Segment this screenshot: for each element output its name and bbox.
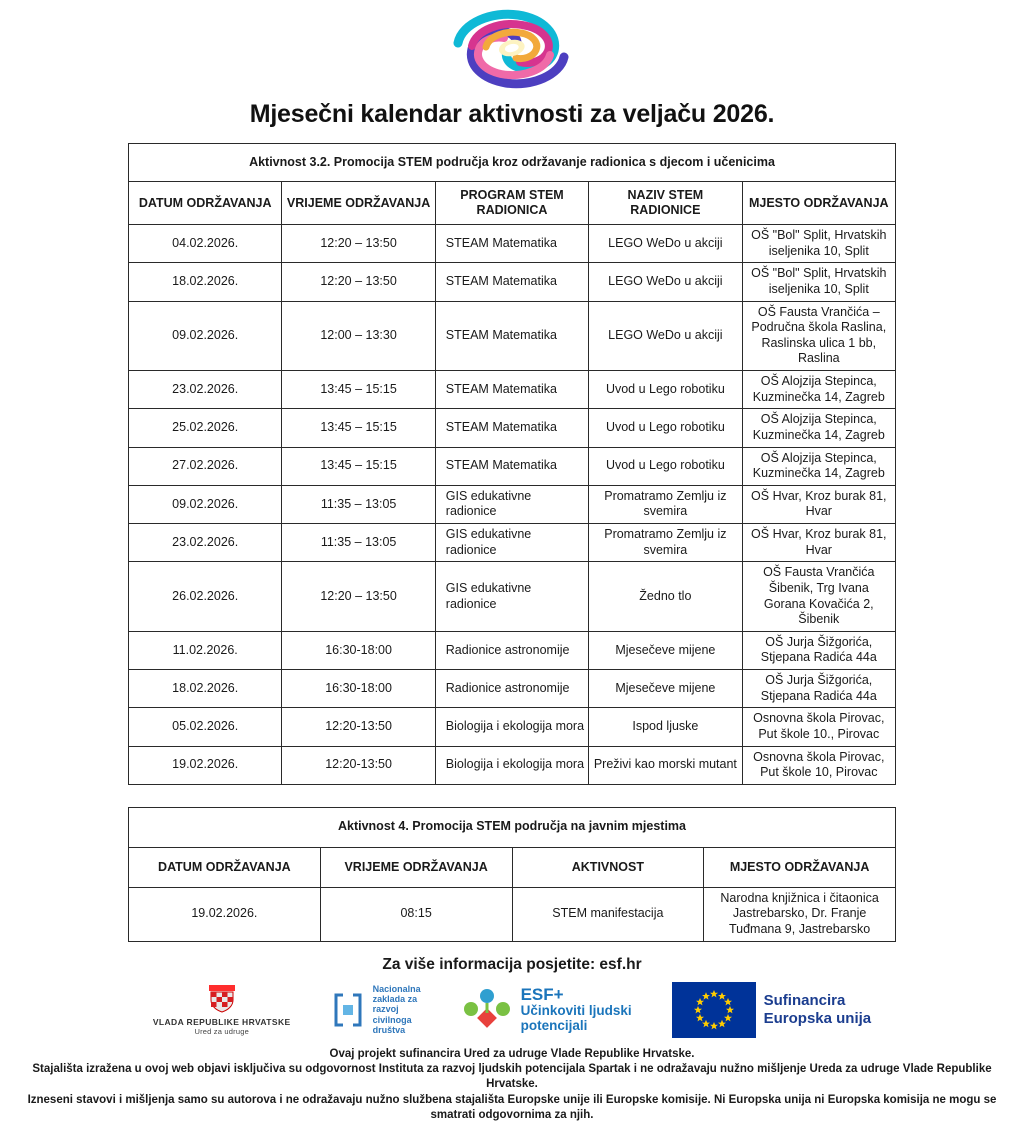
- table1-header-program: PROGRAM STEM RADIONICA: [435, 182, 588, 225]
- cell-time: 12:20 – 13:50: [282, 263, 435, 301]
- cell-program: STEAM Matematika: [435, 409, 588, 447]
- cell-program: GIS edukativne radionice: [435, 562, 588, 632]
- cell-date: 23.02.2026.: [129, 524, 282, 562]
- cell-program: GIS edukativne radionice: [435, 485, 588, 523]
- table1-header-row: [129, 182, 896, 225]
- cell-place: OŠ Alojzija Stepinca, Kuzminečka 14, Zagreb: [742, 447, 895, 485]
- cell-workshop: Promatramo Zemlju iz svemira: [589, 524, 742, 562]
- cell-time: 13:45 – 15:15: [282, 371, 435, 409]
- cell-date: 09.02.2026.: [129, 485, 282, 523]
- brackets-icon: [331, 991, 365, 1029]
- cell-date: 18.02.2026.: [129, 263, 282, 301]
- eu-text: [764, 992, 872, 1028]
- table-row: [129, 524, 896, 562]
- cell-program: STEAM Matematika: [435, 371, 588, 409]
- cell-program: Radionice astronomije: [435, 631, 588, 669]
- cell-place: OŠ "Bol" Split, Hrvatskih iseljenika 10, Split: [742, 225, 895, 263]
- nzrcd-line2: zaklada za: [372, 994, 418, 1005]
- cell-time: 11:35 – 13:05: [282, 485, 435, 523]
- table-row: [129, 746, 896, 784]
- esf-logo-block: [461, 986, 632, 1034]
- cell-date: 25.02.2026.: [129, 409, 282, 447]
- cell-place: OŠ Alojzija Stepinca, Kuzminečka 14, Zagreb: [742, 409, 895, 447]
- cell-date: 09.02.2026.: [129, 301, 282, 371]
- esf-line3: potencijali: [520, 1018, 588, 1034]
- table-band-row: [129, 807, 896, 847]
- table-row: [129, 887, 896, 941]
- cell-time: 12:00 – 13:30: [282, 301, 435, 371]
- cell-program: STEAM Matematika: [435, 301, 588, 371]
- nzrcd-line4: civilnoga: [372, 1014, 412, 1025]
- cell-workshop: Ispod ljuske: [589, 708, 742, 746]
- cell-date: 04.02.2026.: [129, 225, 282, 263]
- cell-place: OŠ Jurja Šižgorića, Stjepana Radića 44a: [742, 670, 895, 708]
- cell-time: 16:30-18:00: [282, 631, 435, 669]
- table-row: [129, 631, 896, 669]
- vlada-title: VLADA REPUBLIKE HRVATSKE: [152, 1016, 291, 1027]
- eu-flag-icon: [672, 982, 756, 1038]
- cell-workshop: Uvod u Lego robotiku: [589, 371, 742, 409]
- cell-program: STEAM Matematika: [435, 447, 588, 485]
- cell-place: OŠ Hvar, Kroz burak 81, Hvar: [742, 485, 895, 523]
- more-info-line[interactable]: Za više informacija posjetite: esf.hr: [382, 955, 642, 973]
- nzrcd-line5: društva: [372, 1025, 406, 1036]
- nzrcd-line3: razvoj: [372, 1004, 399, 1015]
- eu-logo-block: [672, 982, 872, 1038]
- table2-header-activity: AKTIVNOST: [512, 847, 704, 887]
- table-row: [129, 409, 896, 447]
- table1-header-place: MJESTO ODRŽAVANJA: [742, 182, 895, 225]
- cell-place: OŠ "Bol" Split, Hrvatskih iseljenika 10, Split: [742, 263, 895, 301]
- cell-place: OŠ Hvar, Kroz burak 81, Hvar: [742, 524, 895, 562]
- footer-disclaimer: [0, 1048, 1024, 1124]
- table1-header-time: VRIJEME ODRŽAVANJA: [282, 182, 435, 225]
- cell-program: STEAM Matematika: [435, 263, 588, 301]
- cell-place: OŠ Fausta Vrančića – Područna škola Raslina, Raslinska ulica 1 bb, Raslina: [742, 301, 895, 371]
- cell-program: GIS edukativne radionice: [435, 524, 588, 562]
- esf-flower-icon: [461, 987, 513, 1033]
- cell-date: 19.02.2026.: [129, 887, 321, 941]
- cell-place: Osnovna škola Pirovac, Put škole 10, Pirovac: [742, 746, 895, 784]
- cell-date: 19.02.2026.: [129, 746, 282, 784]
- table2-header-date: DATUM ODRŽAVANJA: [129, 847, 321, 887]
- table2-header-time: VRIJEME ODRŽAVANJA: [320, 847, 512, 887]
- activity-4-table: [128, 807, 896, 942]
- cell-time: 13:45 – 15:15: [282, 409, 435, 447]
- activity-3-2-table: [128, 143, 896, 785]
- cell-place: Narodna knjižnica i čitaonica Jastrebarsko, Dr. Franje Tuđmana 9, Jastrebarsko: [704, 887, 896, 941]
- activity-3-2-table-container: [128, 143, 896, 785]
- cell-time: 08:15: [320, 887, 512, 941]
- sponsor-logos: [0, 982, 1024, 1038]
- nzrcd-line1: Nacionalna: [372, 983, 421, 994]
- table-row: [129, 447, 896, 485]
- cell-time: 16:30-18:00: [282, 670, 435, 708]
- cell-time: 12:20-13:50: [282, 708, 435, 746]
- table-row: [129, 263, 896, 301]
- table-row: [129, 485, 896, 523]
- nzrcd-text: [373, 984, 421, 1036]
- cell-workshop: LEGO WeDo u akciji: [589, 263, 742, 301]
- table2-header-row: [129, 847, 896, 887]
- table-band-row: [129, 144, 896, 182]
- cell-time: 11:35 – 13:05: [282, 524, 435, 562]
- cell-workshop: LEGO WeDo u akciji: [589, 301, 742, 371]
- table-row: [129, 562, 896, 632]
- cell-date: 11.02.2026.: [129, 631, 282, 669]
- table-row: [129, 371, 896, 409]
- table-row: [129, 708, 896, 746]
- cell-program: STEAM Matematika: [435, 225, 588, 263]
- cell-date: 27.02.2026.: [129, 447, 282, 485]
- cell-activity: STEM manifestacija: [512, 887, 704, 941]
- cell-workshop: Mjesečeve mijene: [589, 631, 742, 669]
- cell-program: Biologija i ekologija mora: [435, 746, 588, 784]
- nzrcd-logo-block: [331, 984, 421, 1036]
- cell-place: OŠ Alojzija Stepinca, Kuzminečka 14, Zagreb: [742, 371, 895, 409]
- table2-header-place: MJESTO ODRŽAVANJA: [704, 847, 896, 887]
- cell-workshop: Uvod u Lego robotiku: [589, 409, 742, 447]
- table1-band-label: Aktivnost 3.2. Promocija STEM područja kroz održavanje radionica s djecom i učenicima: [129, 144, 896, 182]
- eu-line2: Europska unija: [763, 1009, 872, 1027]
- table-row: [129, 670, 896, 708]
- cell-date: 26.02.2026.: [129, 562, 282, 632]
- table1-header-workshop: NAZIV STEM RADIONICE: [589, 182, 742, 225]
- cell-date: 18.02.2026.: [129, 670, 282, 708]
- footer-line-3: Izneseni stavovi i mišljenja samo su autorova i ne odražavaju nužno službena stajališta Europske unije ili Europske komisije. Ni Europska unija ni Europska komisija ne mogu se smatrati odgovornima za njih.: [27, 1093, 997, 1122]
- croatian-coat-of-arms-icon: [195, 984, 249, 1014]
- eu-line1: Sufinancira: [763, 991, 846, 1009]
- esf-text: [521, 986, 632, 1034]
- cell-program: Radionice astronomije: [435, 670, 588, 708]
- footer-line-1: Ovaj projekt sufinancira Ured za udruge Vlade Republike Hrvatske.: [329, 1047, 695, 1060]
- cell-workshop: LEGO WeDo u akciji: [589, 225, 742, 263]
- cell-place: OŠ Jurja Šižgorića, Stjepana Radića 44a: [742, 631, 895, 669]
- cell-time: 13:45 – 15:15: [282, 447, 435, 485]
- cell-workshop: Promatramo Zemlju iz svemira: [589, 485, 742, 523]
- spiral-galaxy-logo: [432, 6, 592, 92]
- cell-workshop: Žedno tlo: [589, 562, 742, 632]
- footer-line-2: Stajališta izražena u ovoj web objavi isključiva su odgovornost Instituta za razvoj ljudskih potencijala Spartak i ne odražavaju nužno mišljenje Ureda za udruge Vlade Republike Hrvatske.: [32, 1062, 992, 1091]
- logo-container: [0, 0, 1024, 92]
- cell-workshop: Preživi kao morski mutant: [589, 746, 742, 784]
- table-row: [129, 225, 896, 263]
- vlada-subtitle: Ured za udruge: [194, 1026, 249, 1036]
- esf-line1: ESF+: [520, 984, 564, 1004]
- activity-4-table-container: [128, 807, 896, 942]
- esf-line2: Učinkoviti ljudski: [520, 1002, 632, 1018]
- table2-band-label: Aktivnost 4. Promocija STEM područja na javnim mjestima: [129, 807, 896, 847]
- cell-date: 23.02.2026.: [129, 371, 282, 409]
- cell-place: OŠ Fausta Vrančića Šibenik, Trg Ivana Gorana Kovačića 2, Šibenik: [742, 562, 895, 632]
- cell-workshop: Mjesečeve mijene: [589, 670, 742, 708]
- table-row: [129, 301, 896, 371]
- cell-place: Osnovna škola Pirovac, Put škole 10., Pirovac: [742, 708, 895, 746]
- cell-date: 05.02.2026.: [129, 708, 282, 746]
- table1-header-date: DATUM ODRŽAVANJA: [129, 182, 282, 225]
- cell-program: Biologija i ekologija mora: [435, 708, 588, 746]
- vlada-logo-block: [153, 984, 291, 1036]
- cell-time: 12:20 – 13:50: [282, 225, 435, 263]
- cell-time: 12:20 – 13:50: [282, 562, 435, 632]
- page-title: Mjesečni kalendar aktivnosti za veljaču 2026.: [249, 100, 775, 128]
- cell-workshop: Uvod u Lego robotiku: [589, 447, 742, 485]
- cell-time: 12:20-13:50: [282, 746, 435, 784]
